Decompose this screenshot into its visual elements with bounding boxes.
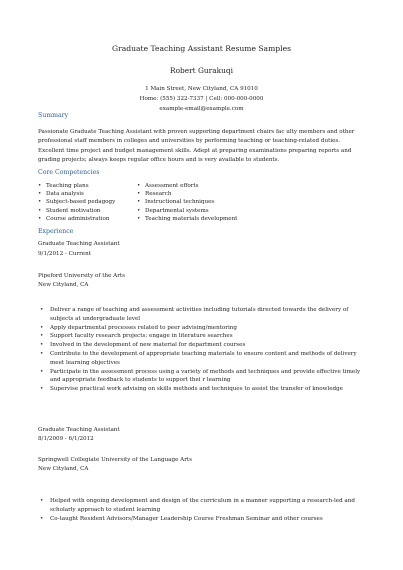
document-title: Graduate Teaching Assistant Resume Samples (112, 44, 291, 53)
competencies-heading: Core Competencies (38, 169, 100, 176)
list-item: • Helped with ongoing development and design of the curriculum in a manner supporting a research-led and scholarly approach to student learning (38, 497, 368, 515)
list-item: • Co-taught Resident Advisors/Manager Leadership Course Freshman Seminar and other courses (38, 515, 368, 524)
candidate-name: Robert Gurakuqi (170, 66, 233, 75)
email-line: example-email@example.com (159, 106, 244, 112)
job-duties-list (38, 497, 368, 523)
list-item: • Involved in the development of new material for department courses (38, 341, 368, 350)
summary-heading: Summary (38, 112, 69, 119)
job-duties-list (38, 306, 368, 394)
list-item: • Instructional techniques (137, 198, 237, 206)
list-item: • Teaching materials development (137, 215, 237, 223)
contact-block (0, 84, 403, 114)
list-item: • Departmental systems (137, 207, 237, 215)
job-role: Graduate Teaching Assistant (38, 427, 120, 433)
list-item: • Subject-based pedagogy (38, 198, 115, 206)
phone-line: Home: (555) 322-7337 | Cell: 000-000-0000 (139, 96, 264, 102)
job-organization: Springwell Collegiate University of the Language Arts (38, 457, 193, 463)
competencies-left-list (38, 182, 115, 223)
address-line: 1 Main Street, New Cityland, CA 91010 (145, 86, 258, 92)
job-organization: Pipeford University of the Arts (38, 273, 125, 279)
list-item: • Participate in the assessment process using a variety of methods and techniques and provide effective timely and appropriate feedback to students to support thei r learning (38, 368, 368, 386)
list-item: • Data analysis (38, 190, 115, 198)
job-role: Graduate Teaching Assistant (38, 241, 120, 247)
job-dates: 8/1/2009 - 6/1/2012 (38, 436, 94, 442)
list-item: • Deliver a range of teaching and assessment activities including tutorials directed towards the delivery of subjects at undergraduate level (38, 306, 368, 324)
list-item: • Contribute to the development of appropriate teaching materials to ensure content and methods of delivery meet learning objectives (38, 350, 368, 368)
list-item: • Assessment efforts (137, 182, 237, 190)
job-location: New Cityland, CA (38, 466, 89, 472)
list-item: • Course administration (38, 215, 115, 223)
job-dates: 9/1/2012 - Current (38, 251, 91, 257)
competencies-right-list (137, 182, 237, 223)
job-location: New Cityland, CA (38, 282, 89, 288)
experience-heading: Experience (38, 228, 74, 235)
summary-text: Passionate Graduate Teaching Assistant with proven supporting department chairs fac ulty members and other professional staff members in colleges and universities by performing teaching or teaching-related duties. Excellent time project and budget management skills. Adept at preparing examinations preparing reports and grading projects; always keeps regular office hours and is very available to students. (38, 129, 355, 164)
list-item: • Apply departmental processes related to peer advising/mentoring (38, 324, 368, 333)
list-item: • Student motivation (38, 207, 115, 215)
list-item: • Supervise practical work advising on skills methods and techniques to assist the transfer of knowledge (38, 385, 368, 394)
list-item: • Research (137, 190, 237, 198)
list-item: • Support faculty research projects; engage in literature searches (38, 332, 368, 341)
list-item: • Teaching plans (38, 182, 115, 190)
